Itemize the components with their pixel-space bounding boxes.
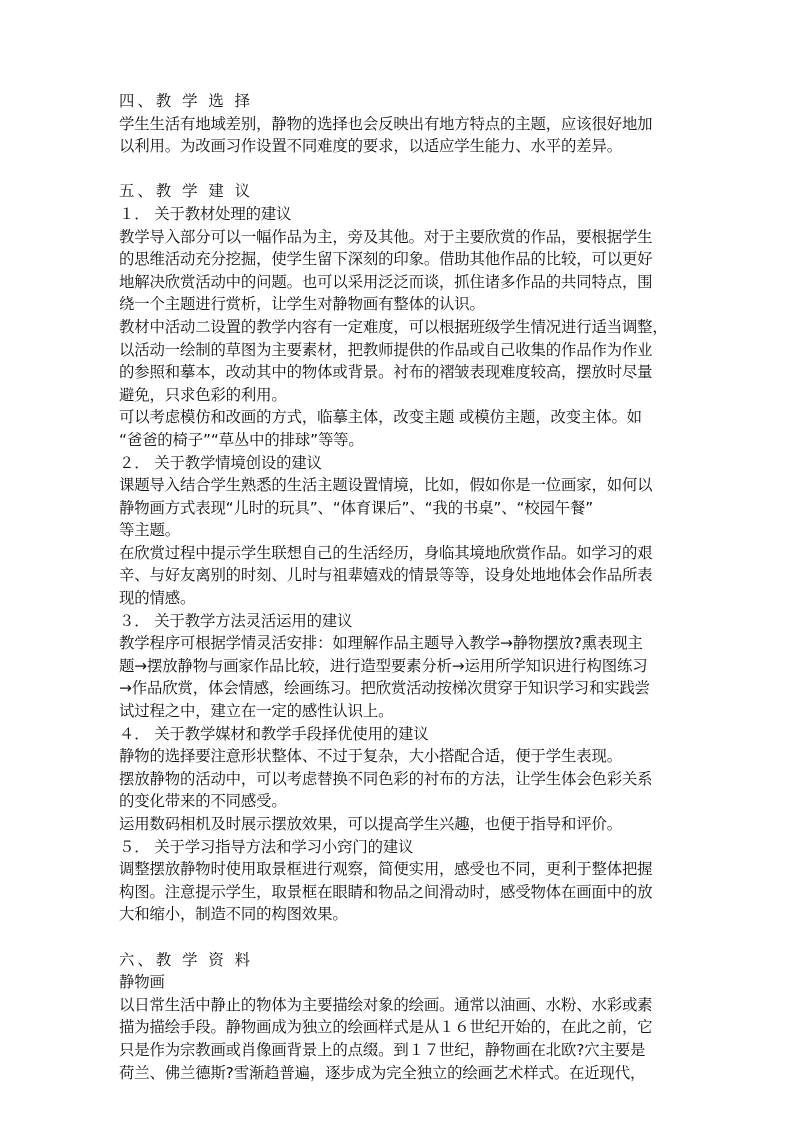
subheading-2: ２． 关于教学情境创设的建议: [119, 453, 322, 472]
paragraph-line: 的参照和摹本，改动其中的物体或背景。衬布的褶皱表现难度较高，摆放时尽量: [119, 363, 653, 382]
subheading-4: ４． 关于教学媒材和教学手段择优使用的建议: [119, 724, 429, 743]
subheading-3: ３． 关于教学方法灵活运用的建议: [119, 611, 353, 630]
paragraph-line: 现的情感。: [119, 589, 196, 608]
paragraph-line: 试过程之中，建立在一定的感性认识上。: [119, 702, 394, 721]
paragraph-line: →作品欣赏，体会情感，绘画练习。把欣赏活动按梯次贯穿于知识学习和实践尝: [119, 679, 650, 698]
paragraph-line: 的思维活动充分挖掘，使学生留下深刻的印象。借助其他作品的比较，可以更好: [119, 250, 653, 269]
subheading-1: １． 关于教材处理的建议: [119, 204, 292, 223]
paragraph-line: 描为描绘手段。静物画成为独立的绘画样式是从１６世纪开始的，在此之前，它: [119, 1018, 653, 1037]
section-heading: 六、教 学 资 料: [119, 950, 254, 969]
paragraph-line: 大和缩小，制造不同的构图效果。: [119, 905, 348, 924]
paragraph-line: 等主题。: [119, 521, 180, 540]
paragraph-line: 课题导入结合学生熟悉的生活主题设置情境，比如，假如你是一位画家，如何以: [119, 476, 653, 495]
paragraph-line: 避免，只求色彩的利用。: [119, 385, 287, 404]
paragraph-line: 以日常生活中静止的物体为主要描绘对象的绘画。通常以油画、水粉、水彩或素: [119, 995, 653, 1014]
section-teaching-materials: [119, 949, 679, 1085]
paragraph-line: 以利用。为改画习作设置不同难度的要求，以适应学生能力、水平的差异。: [119, 137, 622, 156]
paragraph-line: 运用数码相机及时展示摆放效果，可以提高学生兴趣，也便于指导和评价。: [119, 815, 622, 833]
paragraph-line: 教学导入部分可以一幅作品为主，旁及其他。对于主要欣赏的作品，要根据学生: [119, 227, 653, 246]
paragraph-line: 教材中活动二设置的教学内容有一定难度，可以根据班级学生情况进行适当调整，: [119, 317, 668, 336]
paragraph-line: 绕一个主题进行赏析，让学生对静物画有整体的认识。: [119, 295, 485, 314]
paragraph-line: 摆放静物的活动中，可以考虑替换不同色彩的衬布的方法，让学生体会色彩关系: [119, 769, 653, 788]
paragraph-line: 只是作为宗教画或肖像画背景上的点缀。到１７世纪，静物画在北欧?穴主要是: [119, 1040, 646, 1059]
document-page: [119, 90, 679, 1084]
paragraph-line: 可以考虑模仿和改画的方式，临摹主体，改变主题 或模仿主题，改变主体。如: [119, 408, 642, 427]
paragraph-line: 以活动一绘制的草图为主要素材，把教师提供的作品或自己收集的作品作为作业: [119, 340, 653, 359]
term-title: 静物画: [119, 973, 165, 992]
subheading-5: ５． 关于学习指导方法和学习小窍门的建议: [119, 837, 414, 856]
paragraph-line: 学生生活有地域差别，静物的选择也会反映出有地方特点的主题，应该很好地加: [119, 114, 653, 133]
section-heading: 五、教 学 建 议: [119, 182, 254, 201]
paragraph-line: 调整摆放静物时使用取景框进行观察，简便实用，感受也不同，更利于整体把握: [119, 860, 653, 879]
paragraph-line: 教学程序可根据学情灵活安排：如理解作品主题导入教学→静物摆放?熏表现主: [119, 634, 643, 653]
section-heading: 四、教 学 选 择: [119, 92, 254, 110]
paragraph-line: “爸爸的椅子”“草丛中的排球”等等。: [119, 430, 364, 449]
section-teaching-suggestions: [119, 180, 679, 926]
paragraph-line: 静物的选择要注意形状整体、不过于复杂，大小搭配合适，便于学生表现。: [119, 747, 622, 766]
blank-line: [119, 158, 679, 181]
paragraph-line: 辛、与好友离别的时刻、儿时与祖辈嬉戏的情景等等，设身处地地体会作品所表: [119, 566, 653, 585]
paragraph-line: 构图。注意提示学生，取景框在眼睛和物品之间滑动时，感受物体在画面中的放: [119, 882, 653, 901]
paragraph-line: 静物画方式表现“儿时的玩具”、“体育课后”、“我的书桌”、“校园午餐”: [119, 498, 594, 517]
paragraph-line: 的变化带来的不同感受。: [119, 792, 287, 811]
paragraph-line: 题→摆放静物与画家作品比较，进行造型要素分析→运用所学知识进行构图练习: [119, 656, 648, 675]
blank-line: [119, 926, 679, 949]
section-teaching-selection: [119, 90, 679, 158]
paragraph-line: 荷兰、佛兰德斯?雪渐趋普遍，逐步成为完全独立的绘画艺术样式。在近现代，: [119, 1063, 646, 1082]
paragraph-line: 地解决欣赏活动中的问题。也可以采用泛泛而谈，抓住诸多作品的共同特点，围: [119, 272, 653, 291]
paragraph-line: 在欣赏过程中提示学生联想自己的生活经历，身临其境地欣赏作品。如学习的艰: [119, 543, 653, 562]
